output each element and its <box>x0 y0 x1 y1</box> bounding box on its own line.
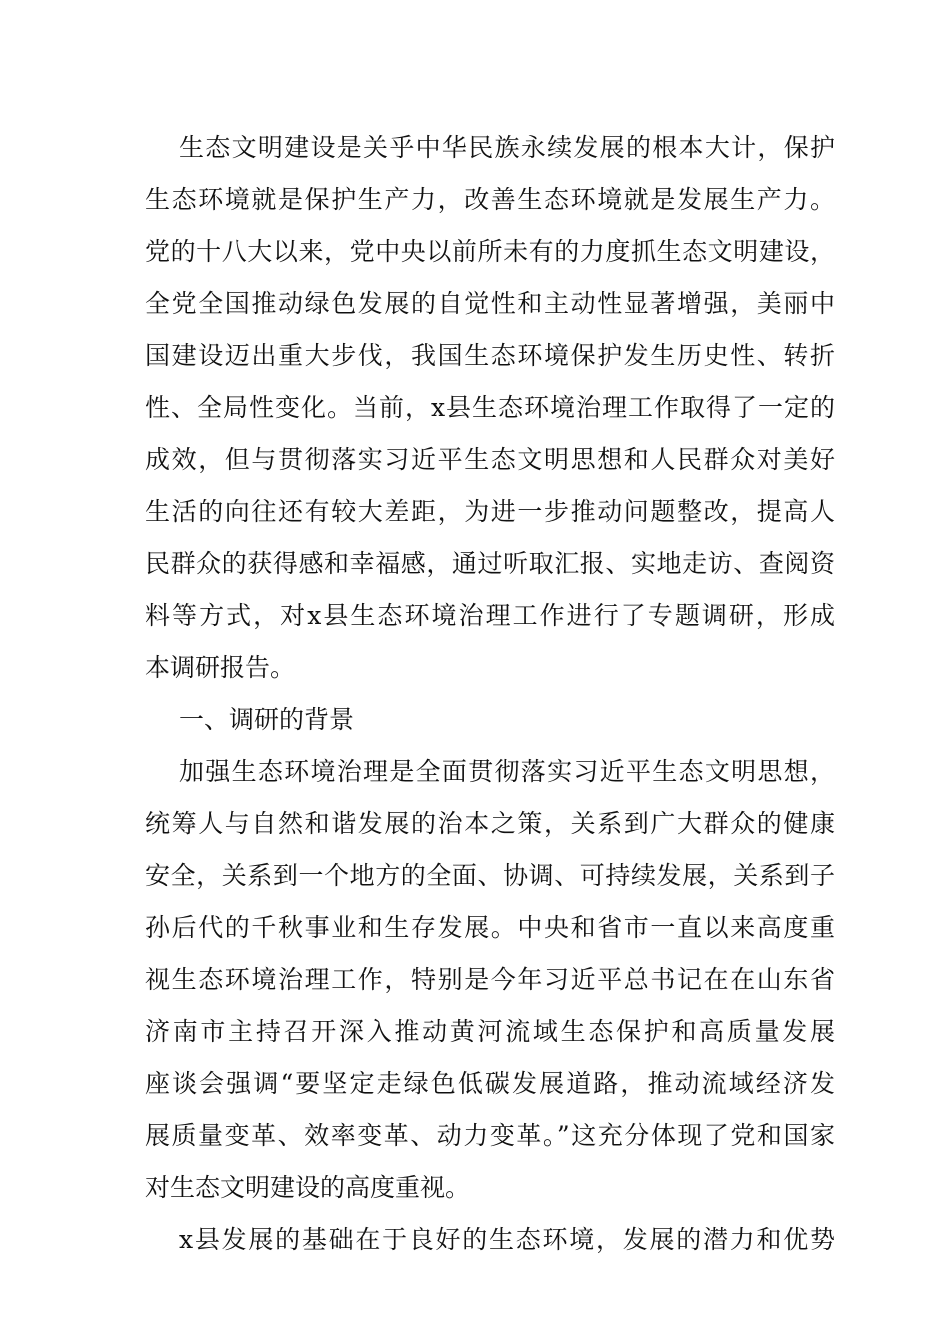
paragraph-1-line-1: 生态文明建设是关乎中华民族永续发展的根本大计，保护 <box>179 133 835 162</box>
paragraph-1-line-8: 生活的向往还有较大差距，为进一步推动问题整改，提高人 <box>145 497 835 526</box>
paragraph-1-line-10: 料等方式，对x县生态环境治理工作进行了专题调研，形成 <box>145 601 835 630</box>
paragraph-1-line-9: 民群众的获得感和幸福感，通过听取汇报、实地走访、查阅资 <box>145 549 835 578</box>
paragraph-2-line-5: 视生态环境治理工作，特别是今年习近平总书记在在山东省 <box>145 965 835 994</box>
paragraph-1-line-11: 本调研报告。 <box>145 653 296 682</box>
paragraph-2-line-7: 座谈会强调“要坚定走绿色低碳发展道路，推动流域经济发 <box>145 1069 835 1098</box>
paragraph-1-line-3: 党的十八大以来，党中央以前所未有的力度抓生态文明建设， <box>145 237 835 266</box>
paragraph-2-line-8: 展质量变革、效率变革、动力变革。”这充分体现了党和国家 <box>145 1121 835 1150</box>
section-heading: 一、调研的背景 <box>179 705 355 734</box>
paragraph-1-line-2: 生态环境就是保护生产力，改善生态环境就是发展生产力。 <box>145 185 835 214</box>
paragraph-2-line-4: 孙后代的千秋事业和生存发展。中央和省市一直以来高度重 <box>145 913 835 942</box>
paragraph-1-line-6: 性、全局性变化。当前，x县生态环境治理工作取得了一定的 <box>145 393 835 422</box>
paragraph-2-line-6: 济南市主持召开深入推动黄河流域生态保护和高质量发展 <box>145 1017 835 1046</box>
paragraph-1-line-4: 全党全国推动绿色发展的自觉性和主动性显著增强，美丽中 <box>145 289 835 318</box>
paragraph-2-line-3: 安全，关系到一个地方的全面、协调、可持续发展，关系到子 <box>145 861 835 890</box>
paragraph-1-line-5: 国建设迈出重大步伐，我国生态环境保护发生历史性、转折 <box>145 341 835 370</box>
paragraph-2-line-1: 加强生态环境治理是全面贯彻落实习近平生态文明思想， <box>179 757 835 786</box>
paragraph-2-line-9: 对生态文明建设的高度重视。 <box>145 1173 471 1202</box>
paragraph-2-line-2: 统筹人与自然和谐发展的治本之策，关系到广大群众的健康 <box>145 809 835 838</box>
paragraph-3-line-1: x县发展的基础在于良好的生态环境，发展的潜力和优势 <box>179 1225 835 1254</box>
paragraph-1-line-7: 成效，但与贯彻落实习近平生态文明思想和人民群众对美好 <box>145 445 835 474</box>
